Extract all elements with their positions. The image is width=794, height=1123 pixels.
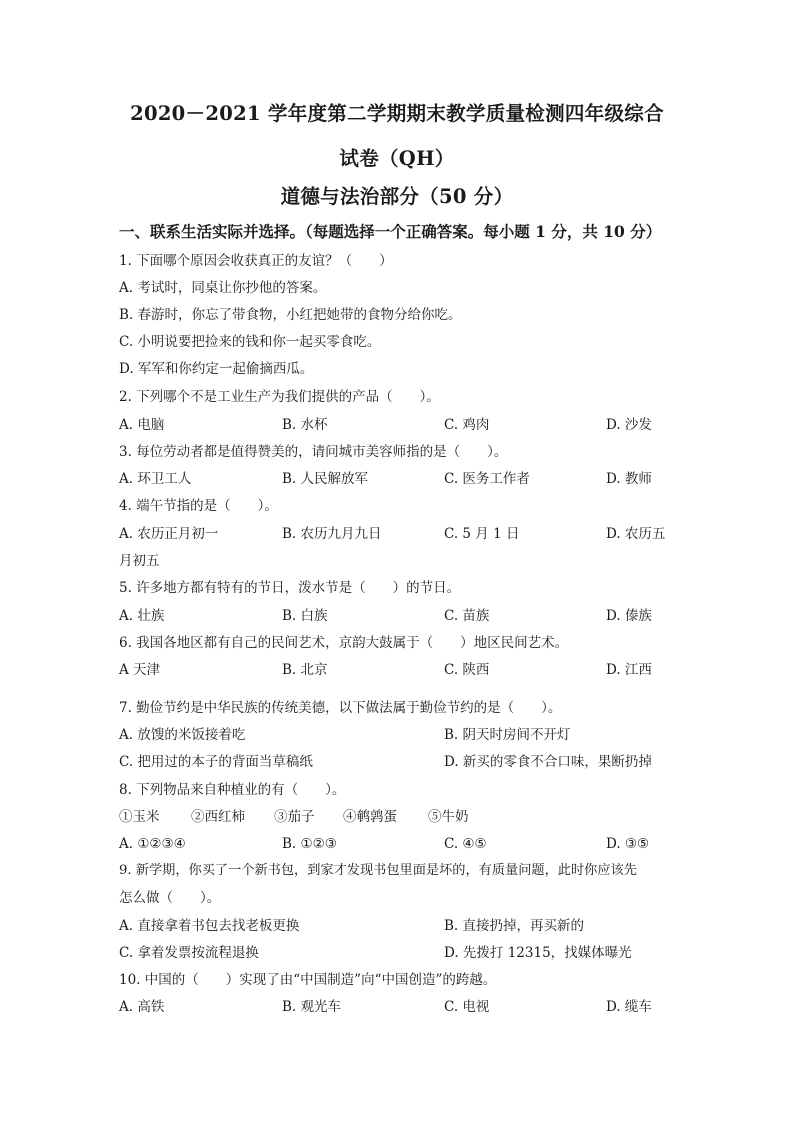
question-9-option-c: C. 拿着发票按流程退换 <box>119 945 259 961</box>
section-subtitle: 道德与法治部分（50 分） <box>280 185 514 208</box>
question-3-option-c: C. 医务工作者 <box>444 471 530 487</box>
exam-title-line2: 试卷（QH） <box>339 147 455 170</box>
question-8-option-d: D. ③⑤ <box>606 836 650 852</box>
question-6-option-c: C. 陕西 <box>444 662 490 678</box>
question-7-option-b: B. 阴天时房间不开灯 <box>444 727 571 743</box>
question-2-option-b: B. 水杯 <box>282 417 328 433</box>
question-3-option-a: A. 环卫工人 <box>119 471 192 487</box>
question-4-stem: 4. 端午节指的是（ ）。 <box>119 498 278 514</box>
question-1-option-c: C. 小明说要把捡来的钱和你一起买零食吃。 <box>119 334 381 350</box>
question-6-stem: 6. 我国各地区都有自己的民间艺术，京韵大鼓属于（ ）地区民间艺术。 <box>119 635 569 651</box>
question-10-stem: 10. 中国的（ ）实现了由“中国制造”向“中国创造”的跨越。 <box>119 972 497 988</box>
question-10-option-d: D. 缆车 <box>606 999 652 1015</box>
question-1-option-a: A. 考试时，同桌让你抄他的答案。 <box>119 280 327 296</box>
question-6-option-a: A 天津 <box>119 662 161 678</box>
question-9-stem: 9. 新学期，你买了一个新书包，到家才发现书包里面是坏的，有质量问题，此时你应该先 <box>119 863 637 878</box>
question-10-option-c: C. 电视 <box>444 999 490 1015</box>
question-7-option-d: D. 新买的零食不合口味，果断扔掉 <box>444 754 652 770</box>
question-7-option-a: A. 放馊的米饭接着吃 <box>119 727 246 743</box>
question-4-option-a: A. 农历正月初一 <box>119 526 219 542</box>
question-4-option-d: D. 农历五 <box>606 526 666 542</box>
question-9-option-a: A. 直接拿着书包去找老板更换 <box>119 918 300 934</box>
question-8-item: ④鹌鹑蛋 <box>343 809 397 825</box>
question-8-option-b: B. ①②③ <box>282 836 337 852</box>
question-7-option-c: C. 把用过的本子的背面当草稿纸 <box>119 754 313 770</box>
question-8-item: ②西红柿 <box>191 809 245 825</box>
question-4-option-d-continued: 月初五 <box>119 553 160 569</box>
question-10-option-a: A. 高铁 <box>119 999 165 1015</box>
question-8-stem: 8. 下列物品来自种植业的有（ ）。 <box>119 782 346 798</box>
question-4-option-b: B. 农历九月九日 <box>282 526 382 542</box>
question-2-option-d: D. 沙发 <box>606 417 652 433</box>
question-9-stem-continued: 怎么做（ ）。 <box>119 890 221 906</box>
question-3-stem: 3. 每位劳动者都是值得赞美的，请问城市美容师指的是（ ）。 <box>119 444 508 460</box>
question-9-option-d: D. 先拨打 12315，找媒体曝光 <box>444 945 632 961</box>
question-1-stem: 1. 下面哪个原因会收获真正的友谊？（ ） <box>119 253 393 269</box>
question-2-stem: 2. 下列哪个不是工业生产为我们提供的产品（ ）。 <box>119 389 440 405</box>
question-6-option-b: B. 北京 <box>282 662 328 678</box>
question-8-item: ①玉米 <box>119 809 160 825</box>
question-5-option-c: C. 苗族 <box>444 608 490 624</box>
question-5-option-d: D. 傣族 <box>606 608 652 624</box>
question-5-option-a: A. 壮族 <box>119 608 165 624</box>
question-1-option-d: D. 军军和你约定一起偷摘西瓜。 <box>119 361 314 377</box>
question-8-option-c: C. ④⑤ <box>444 836 487 852</box>
question-7-stem: 7. 勤俭节约是中华民族的传统美德，以下做法属于勤俭节约的是（ ）。 <box>119 700 562 716</box>
question-4-option-c: C. 5 月 1 日 <box>444 526 520 542</box>
section-heading: 一、联系生活实际并选择。（每题选择一个正确答案。每小题 1 分，共 10 分） <box>119 222 662 241</box>
question-1-option-b: B. 春游时，你忘了带食物，小红把她带的食物分给你吃。 <box>119 307 462 323</box>
exam-title-line1: 2020－2021 学年度第二学期期末教学质量检测四年级综合 <box>130 102 664 125</box>
question-5-option-b: B. 白族 <box>282 608 328 624</box>
question-10-option-b: B. 观光车 <box>282 999 342 1015</box>
question-2-option-c: C. 鸡肉 <box>444 417 490 433</box>
question-8-item: ⑤牛奶 <box>428 809 469 825</box>
question-5-stem: 5. 许多地方都有特有的节日，泼水节是（ ）的节日。 <box>119 580 461 596</box>
question-8-option-a: A. ①②③④ <box>119 836 186 852</box>
question-2-option-a: A. 电脑 <box>119 417 165 433</box>
question-8-item: ③茄子 <box>274 809 315 825</box>
question-3-option-b: B. 人民解放军 <box>282 471 369 487</box>
question-3-option-d: D. 教师 <box>606 471 652 487</box>
question-6-option-d: D. 江西 <box>606 662 652 678</box>
question-9-option-b: B. 直接扔掉，再买新的 <box>444 918 585 934</box>
